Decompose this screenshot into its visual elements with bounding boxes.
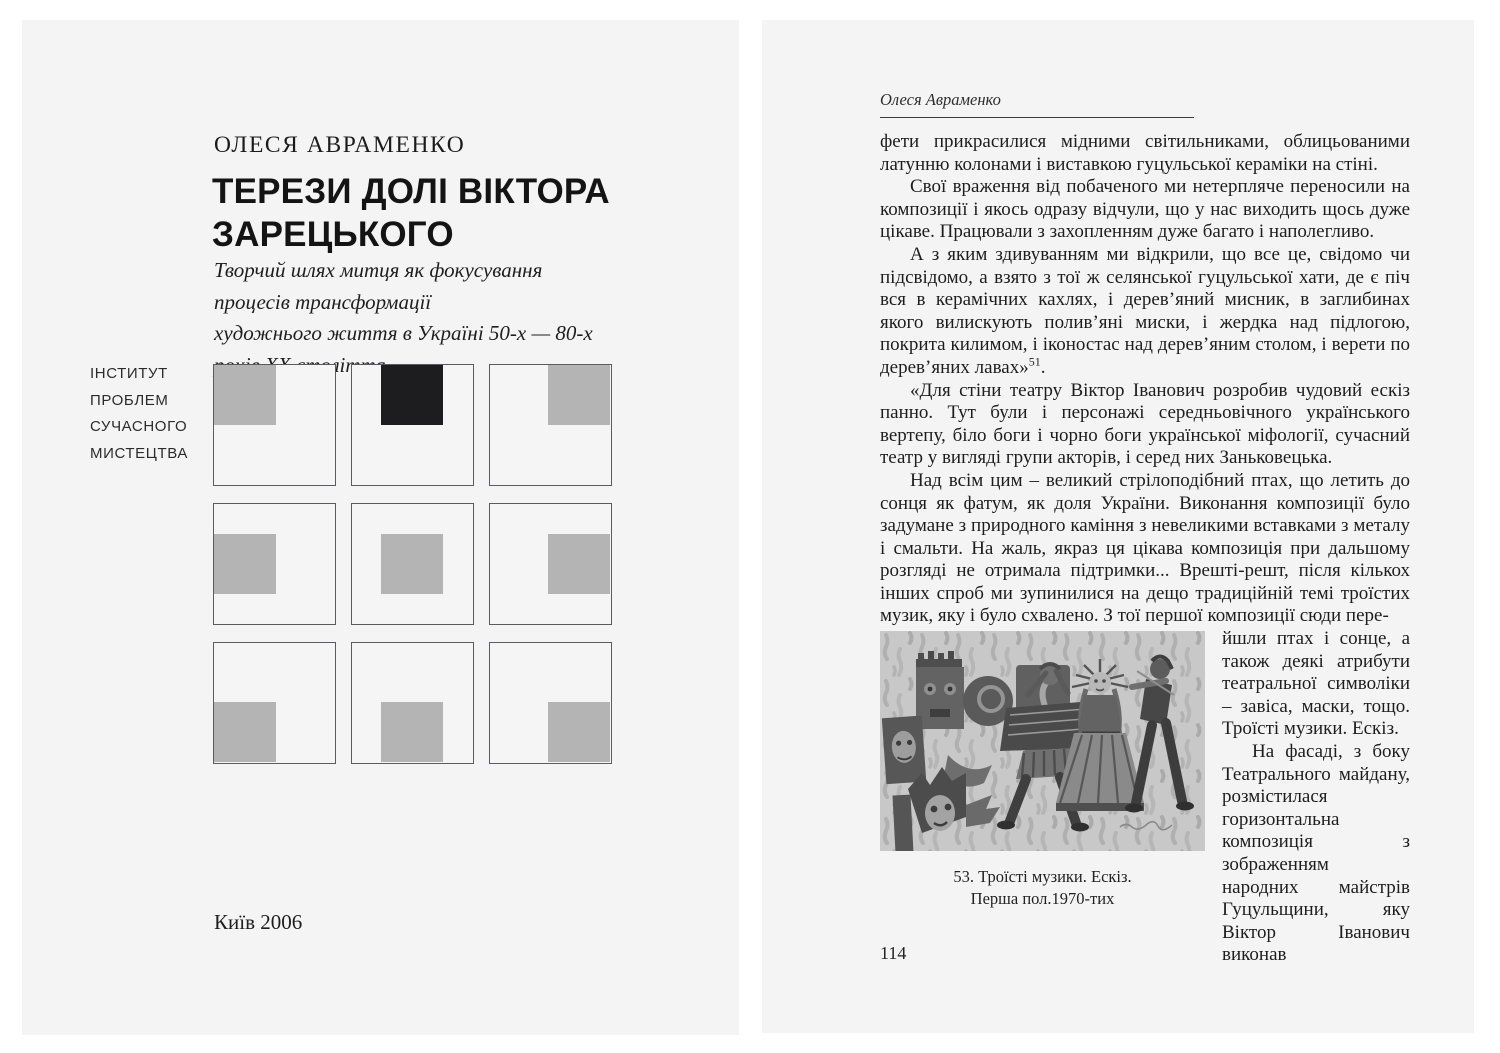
logo-cell: [351, 503, 474, 625]
running-header: [880, 90, 1194, 118]
running-header-text: Олеся Авраменко: [880, 90, 1001, 109]
institute-logo: [213, 364, 612, 764]
left-page: [22, 20, 739, 1035]
paragraph: йшли птах і сонце, а також деякі атрибути театральної символіки – завіса, маски, тощо. Троїсті музики. Ескіз.: [1222, 628, 1410, 740]
logo-inner-square: [548, 365, 610, 425]
paragraph: Над всім цим – великий стрілоподібний птах, що летить до сонця як фатум, як доля України. Виконання композиції було задумане з природного каміння з невеликими вставками з металу і смальти. На жаль, якраз ця цікава композиція при дальшому розгляді не отримала підтримки... Врешті-решт, після кількох інших спроб ми зупинилися на дещо традиційній темі троїстих музик, яку і було схвалено. З тої першої композиції сюди пере-: [880, 469, 1410, 627]
book-title: ТЕРЕЗИ ДОЛІ ВІКТОРА ЗАРЕЦЬКОГО: [212, 172, 610, 254]
figure-caption: 53. Троїсті музики. Ескіз. Перша пол.1970-тих: [953, 867, 1132, 909]
logo-inner-square: [381, 702, 443, 762]
logo-cell: [489, 364, 612, 486]
logo-inner-square: [214, 534, 276, 594]
artwork-image: [880, 631, 1205, 851]
logo-inner-square: [214, 365, 276, 425]
imprint-city-year: Київ 2006: [214, 910, 303, 934]
logo-inner-square: [548, 702, 610, 762]
author-name: ОЛЕСЯ АВРАМЕНКО: [214, 132, 466, 158]
logo-inner-square: [381, 365, 443, 425]
logo-cell: [489, 642, 612, 764]
paragraph: На фасаді, з боку Театрального майдану, розмістилася горизонтальна композиція з зображенням народних майстрів Гуцульщини, яку Віктор Іванович виконав: [1222, 741, 1410, 966]
logo-cell: [489, 503, 612, 625]
right-page: [762, 20, 1474, 1033]
logo-cell: [351, 364, 474, 486]
logo-inner-square: [548, 534, 610, 594]
book-subtitle: Творчий шлях митця як фокусування процесів трансформації художнього життя в Україні 50-х — 80-х століття.: [214, 258, 593, 377]
figure-text-wrap: [880, 628, 1410, 967]
logo-cell: [213, 364, 336, 486]
page-number: 114: [880, 943, 907, 963]
logo-inner-square: [214, 702, 276, 762]
institute-name: ІНСТИТУТ ПРОБЛЕМ СУЧАСНОГО МИСТЕЦТВА: [90, 365, 188, 462]
text-column: [880, 90, 1410, 967]
paragraph: [880, 244, 1410, 380]
paragraph: «Для стіни театру Віктор Іванович розробив чудовий ескіз панно. Тут були і персонажі середньовічного українського вертепу, біло боги і чорно боги української міфології, сучасний театр у вигляді групи акторів, і серед них Заньковецька.: [880, 379, 1410, 469]
paragraph: фети прикрасилися мідними світильниками, облицьованими латунню колонами і виставкою гуцульської кераміки на стіні.: [880, 131, 1410, 175]
paragraph-text: .: [1040, 356, 1046, 378]
figure-artwork: [880, 631, 1205, 910]
logo-inner-square: [381, 534, 443, 594]
footnote-reference: 51: [1028, 354, 1041, 369]
logo-cell: [351, 642, 474, 764]
paragraph: Свої враження від побаченого ми нетерпляче переносили на композиції і якось одразу відчули, що у нас виходить щось дуже цікаве. Працювали з захопленням дуже багато і наполегливо.: [880, 176, 1410, 243]
logo-cell: [213, 642, 336, 764]
paragraph-text: А з яким здивуванням ми відкрили, що все це, свідомо чи підсвідомо, а взято з тої ж селянської гуцульської хати, де є піч вся в керамічних кахлях, і дерев’яний мисник, в заглибинах якого вилискують полив’яні миски, і жердка над підлогою, покрита килимом, і іконостас над дерев’яним столом, і верети по дерев’яних лавах»: [880, 243, 1410, 378]
logo-cell: [213, 503, 336, 625]
